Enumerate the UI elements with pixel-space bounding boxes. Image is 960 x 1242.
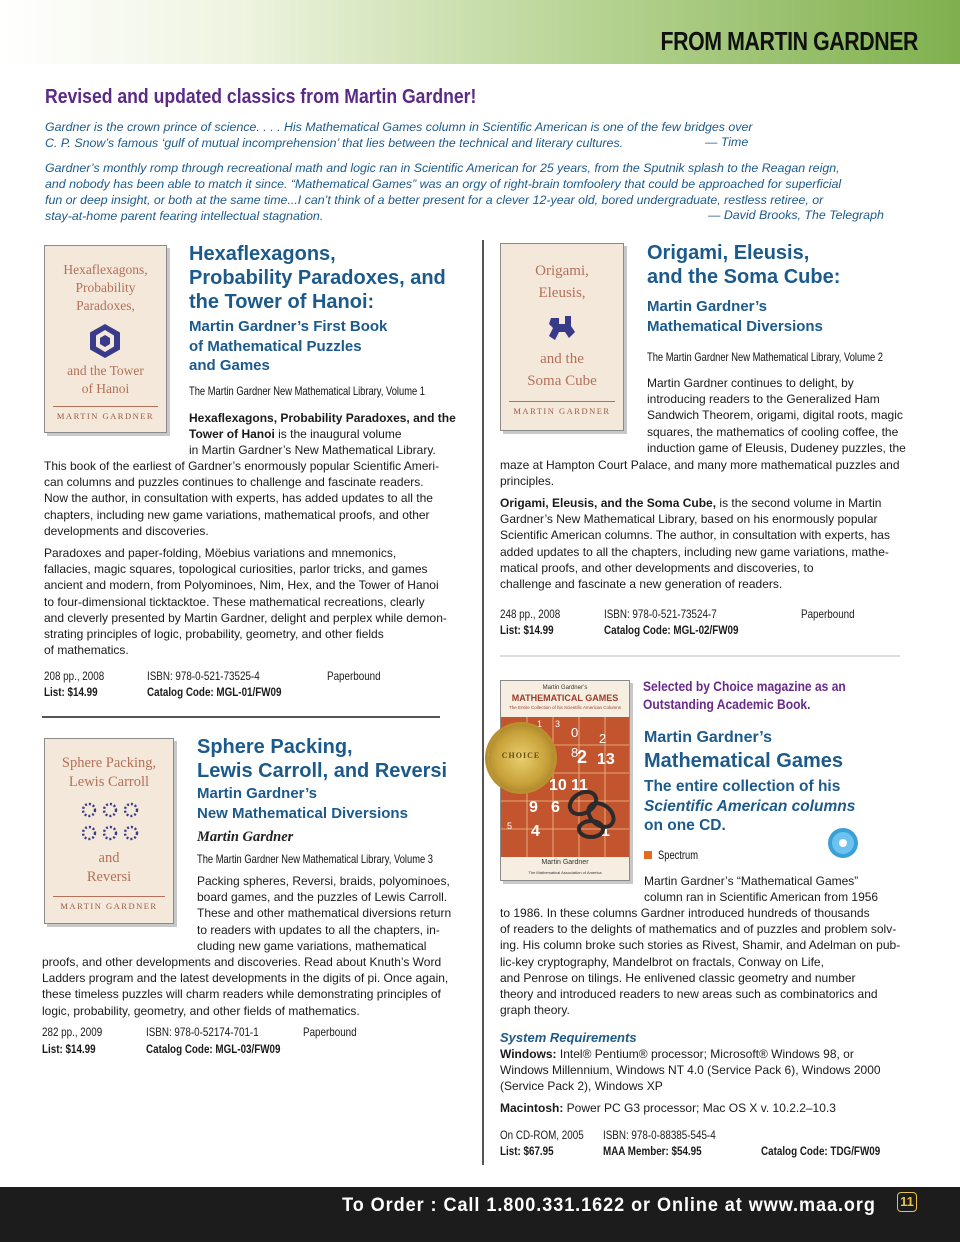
book3-series: The Martin Gardner New Mathematical Library, Volume 3: [197, 852, 434, 866]
title-line: Sphere Packing,: [197, 736, 353, 758]
desc-line: and cleverly presented by Martin Gardner, delight and perplex while demon-: [44, 610, 447, 625]
book3-author: Martin Gardner: [197, 829, 294, 845]
cover-rule: [53, 406, 158, 407]
desc-line: Martin Gardner’s “Mathematical Games”: [644, 874, 859, 888]
page-headline: Revised and updated classics from Martin Gardner!: [45, 86, 477, 108]
desc-line: Martin Gardner continues to delight, by: [647, 376, 854, 390]
cover-title-line: Soma Cube: [527, 373, 597, 389]
book3-description: [42, 954, 467, 1019]
req-line: Windows Millennium, Windows NT 4.0 (Service Pack 6), Windows 2000: [500, 1063, 881, 1078]
grid-number: 13: [597, 751, 615, 768]
title-line: the Tower of Hanoi:: [189, 291, 375, 313]
cover-author: MARTIN GARDNER: [56, 411, 155, 421]
quote-line: Gardner is the crown prince of science. . . . His Mathematical Games column in Scientific American is one of the few bridges over: [45, 120, 753, 134]
desc-line: induction game of Eleusis, Dudeney puzzles, the: [647, 440, 906, 455]
desc-line: can columns and puzzles continues to challenge and fascinate readers.: [44, 475, 424, 490]
cover-author: MARTIN GARDNER: [60, 901, 158, 911]
desc-line: squares, the mathematics of cooling coffee, the: [647, 424, 899, 439]
grid-number: 3: [555, 719, 561, 729]
book1-title: [189, 242, 446, 314]
desc-line: added updates to all the chapters, including new game variations, mathe-: [500, 544, 889, 559]
grid-number: 2: [599, 731, 607, 746]
choice-award-note: [643, 677, 846, 713]
desc-line: in Martin Gardner’s New Mathematical Library.: [189, 443, 436, 458]
desc-line: Ladders program and the latest developments in the digits of pi. Once again,: [42, 971, 449, 986]
spectrum-bullet-icon: [644, 851, 652, 859]
quote-attribution: — David Brooks, The Telegraph: [708, 208, 884, 222]
book2-isbn: ISBN: 978-0-521-73524-7: [604, 607, 717, 621]
subtitle-line: New Mathematical Diversions: [197, 804, 408, 822]
book2-binding: Paperbound: [801, 607, 855, 621]
desc-line: fallacies, magic squares, topological curiosities, parlor tricks, and games: [44, 562, 428, 577]
desc-line: board games, and the puzzles of Lewis Carroll.: [197, 890, 448, 905]
spectrum-label: Spectrum: [658, 848, 699, 862]
section-banner: FROM MARTIN GARDNER: [660, 26, 918, 56]
desc-line: to 1986. In these columns Gardner introduced hundreds of thousands: [500, 906, 870, 920]
desc-line: cluding new game variations, mathematical: [197, 938, 427, 953]
desc-bold: Hexaflexagons, Probability Paradoxes, and the Tower of Hanoi: [189, 411, 456, 442]
cover-author: MARTIN GARDNER: [513, 406, 611, 416]
desc-line: ing. His column broke such stories as Rivest, Shamir, and Adelman on pub-: [500, 938, 901, 953]
book1-isbn: ISBN: 978-0-521-73525-4: [147, 669, 260, 683]
book2-description-intro: [647, 375, 912, 456]
cd-member-price: MAA Member: $54.95: [603, 1144, 702, 1158]
book2-subtitle: [647, 297, 823, 336]
cd-cover-author: Martin Gardner: [541, 859, 589, 866]
section-divider: [42, 716, 440, 718]
book1-catalog: Catalog Code: MGL-01/FW09: [147, 685, 282, 699]
quote-line: and nobody has been able to match it since. “Mathematical Games” was an orgy of right-brain tomfoolery that could be approached for superficial: [45, 177, 842, 191]
order-info-link[interactable]: To Order : Call 1.800.331.1622 or Online at www.maa.org: [342, 1195, 876, 1216]
cover-title-line: Sphere Packing,: [61, 755, 157, 771]
grid-number: 1: [537, 719, 543, 729]
desc-line: logic, probability, geometry, and other fields of mathematics.: [42, 1003, 360, 1018]
book1-description-2: [44, 545, 464, 658]
cd-description-intro: [644, 873, 909, 905]
grid-number: 5: [507, 821, 513, 831]
book-cover-sphere-packing: [44, 738, 174, 924]
desc-line: is the inaugural volume: [274, 427, 402, 442]
desc-line: Sandwich Theorem, origami, digital roots, magic: [647, 408, 903, 423]
book3-subtitle: [197, 784, 408, 823]
desc-line: maze at Hampton Court Palace, and many more mathematical puzzles and: [500, 458, 900, 472]
desc-line: proofs, and other developments and discoveries. Read about Knuth’s Word: [42, 955, 442, 969]
book2-price: List: $14.99: [500, 623, 554, 637]
book2-pages: 248 pp., 2008: [500, 607, 561, 621]
book3-price: List: $14.99: [42, 1042, 96, 1056]
desc-line: introducing readers to the Generalized Ham: [647, 392, 880, 407]
desc-line: is the second volume in Martin: [716, 496, 882, 510]
desc-line: these timeless puzzles will charm readers while demonstrating principles of: [42, 987, 441, 1002]
quote-line: Gardner’s monthly romp through recreational math and logic ran in Scientific American for 25 years, from the Sputnik splash to the Reagan reign,: [45, 161, 840, 175]
book-cover-origami: [500, 243, 624, 431]
book3-description-intro: [197, 873, 462, 954]
quote-attribution: — Time: [705, 135, 749, 149]
book3-binding: Paperbound: [303, 1025, 357, 1039]
sphere-cluster-icon: [79, 799, 141, 845]
soma-figure-icon: [545, 310, 579, 344]
cd-catalog: Catalog Code: TDG/FW09: [761, 1144, 881, 1158]
subtitle-line: Martin Gardner’s: [197, 785, 318, 802]
cover-title-line: Eleusis,: [538, 285, 586, 301]
desc-line: of mathematics.: [44, 643, 129, 658]
subtitle-line: on one CD.: [644, 817, 726, 834]
cd-cover-title: MATHEMATICAL GAMES: [511, 693, 619, 703]
book3-isbn: ISBN: 978-0-52174-701-1: [146, 1025, 259, 1039]
desc-line: Now the author, in consultation with experts, has added updates to all the: [44, 491, 433, 506]
book1-binding: Paperbound: [327, 669, 381, 683]
book1-description: [44, 458, 464, 539]
windows-label: Windows:: [500, 1047, 557, 1061]
desc-line: developments and discoveries.: [44, 523, 209, 538]
cover-title-line: and the Tower: [67, 363, 144, 378]
grid-number: 1: [601, 823, 610, 840]
column-divider: [482, 240, 484, 1165]
cd-description: [500, 905, 912, 1018]
chain-link-icon: [561, 781, 627, 841]
desc-line: of readers to the delights of mathematics and of puzzles and problem solv-: [500, 922, 897, 937]
quote-time: [45, 119, 752, 151]
grid-number: 8: [571, 745, 579, 760]
windows-requirements: [500, 1046, 912, 1095]
book1-description-intro: [189, 410, 464, 459]
desc-line: strating principles of logic, probability, geometry, and other fields: [44, 627, 384, 642]
section-divider: [500, 655, 900, 657]
choice-award-seal: [488, 725, 554, 791]
cover-title-line: Lewis Carroll: [68, 774, 150, 790]
system-requirements-heading: System Requirements: [500, 1030, 637, 1045]
book2-description: [500, 457, 912, 489]
req-line: Power PC G3 processor; Mac OS X v. 10.2.2–10.3: [563, 1101, 836, 1115]
quote-line: C. P. Snow’s famous ‘gulf of mutual incomprehension’ that lies between the technical and literary cultures.: [45, 136, 624, 150]
desc-line: These and other mathematical diversions return: [197, 906, 452, 921]
grid-number: 9: [529, 799, 538, 816]
choice-line: Selected by Choice magazine as an: [643, 678, 846, 694]
desc-line: graph theory.: [500, 1003, 570, 1018]
hexaflexagon-icon: [86, 322, 124, 360]
book1-series: The Martin Gardner New Mathematical Library, Volume 1: [189, 384, 426, 398]
book3-catalog: Catalog Code: MGL-03/FW09: [146, 1042, 281, 1056]
book2-catalog: Catalog Code: MGL-02/FW09: [604, 623, 739, 637]
cd-subtitle: [644, 777, 855, 836]
cd-cover-sub: The Entire Collection of his Scientific American Columns: [508, 705, 622, 710]
title-line: and the Soma Cube:: [647, 266, 841, 288]
title-line: Origami, Eleusis,: [647, 242, 810, 264]
desc-line: matical proofs, and other developments and discoveries, to: [500, 560, 814, 575]
quote-line: stay-at-home parent fearing intellectual stagnation.: [45, 209, 324, 223]
cover-title-line: Paradoxes,: [76, 298, 135, 313]
grid-number: 6: [551, 799, 560, 816]
desc-line: chapters, including new game variations, mathematical proofs, and other: [44, 507, 430, 522]
cover-title-line: Hexaflexagons,: [63, 262, 148, 277]
title-line: Hexaflexagons,: [189, 243, 336, 265]
cd-title-line-2: Mathematical Games: [644, 750, 843, 772]
seal-text: CHOICE: [501, 751, 541, 760]
desc-line: and Penrose on tilings. He enlivened classic geometry and number: [500, 970, 856, 985]
book2-description-2: [500, 495, 912, 592]
subtitle-line: Martin Gardner’s First Book: [189, 318, 388, 335]
cover-title-line: and: [98, 850, 120, 866]
cd-cover-publisher: The Mathematical Association of America: [528, 870, 602, 875]
title-line: Lewis Carroll, and Reversi: [197, 760, 448, 782]
grid-number: 10: [549, 777, 567, 794]
desc-line: Packing spheres, Reversi, braids, polyominoes,: [197, 874, 450, 888]
desc-line: column ran in Scientific American from 1956: [644, 890, 879, 905]
subtitle-line: of Mathematical Puzzles: [189, 337, 362, 355]
subtitle-line: and Games: [189, 357, 270, 374]
desc-line: Scientific American columns. The author, in consultation with experts, has: [500, 528, 890, 543]
cover-title-line: Origami,: [535, 263, 589, 279]
req-line: Intel® Pentium® processor; Microsoft® Windows 98, or: [556, 1047, 854, 1061]
cover-rule: [53, 896, 165, 897]
cd-disc-icon: [826, 826, 860, 860]
grid-number: 2: [577, 747, 588, 767]
page-number: 11: [897, 1192, 917, 1212]
cd-price: List: $67.95: [500, 1144, 554, 1158]
desc-line: lic-key cryptography, Mandelbrot on fractals, Conway on Life,: [500, 954, 824, 969]
quote-line: fun or deep insight, or both at the same time...I can’t think of a better present for a clever 12-year old, bored undergraduate, restless retiree, or: [45, 193, 824, 207]
subtitle-line: Mathematical Diversions: [647, 317, 823, 335]
book-cover-hexaflexagons: [44, 245, 167, 433]
book1-price: List: $14.99: [44, 685, 98, 699]
req-line: (Service Pack 2), Windows XP: [500, 1079, 663, 1094]
book3-pages: 282 pp., 2009: [42, 1025, 103, 1039]
mac-requirements: [500, 1100, 912, 1116]
desc-line: challenge and fascinate a new generation of readers.: [500, 577, 783, 592]
desc-line: Gardner’s New Mathematical Library, based on his enormously popular: [500, 512, 878, 527]
subtitle-line: The entire collection of his: [644, 778, 841, 795]
cover-rule: [509, 401, 615, 402]
cd-format: On CD-ROM, 2005: [500, 1128, 584, 1142]
book1-subtitle: [189, 317, 387, 376]
book2-series: The Martin Gardner New Mathematical Library, Volume 2: [647, 350, 884, 364]
cover-title-line: of Hanoi: [81, 381, 130, 396]
cover-title-line: and the: [540, 351, 584, 367]
desc-line: theory and introduced readers to new areas such as combinatorics and: [500, 987, 878, 1002]
cover-title-line: Reversi: [86, 869, 132, 885]
desc-line: This book of the earliest of Gardner’s enormously popular Scientific Ameri-: [44, 459, 440, 473]
book1-pages: 208 pp., 2008: [44, 669, 105, 683]
title-line: Probability Paradoxes, and: [189, 267, 446, 289]
cover-title-line: Probability: [75, 280, 136, 295]
choice-line: Outstanding Academic Book.: [643, 696, 811, 712]
desc-line: Paradoxes and paper-folding, Möebius variations and mnemonics,: [44, 546, 397, 560]
desc-line: principles.: [500, 474, 555, 489]
grid-number: 11: [571, 777, 588, 794]
cd-isbn: ISBN: 978-0-88385-545-4: [603, 1128, 716, 1142]
book2-title: [647, 241, 840, 289]
grid-number: 4: [531, 823, 540, 840]
grid-number: 0: [571, 725, 579, 740]
subtitle-line: Scientific American columns: [644, 797, 856, 815]
desc-line: ancient and modern, from Polyominoes, Nim, Hex, and the Tower of Hanoi: [44, 578, 439, 593]
desc-bold: Origami, Eleusis, and the Soma Cube,: [500, 496, 717, 510]
subtitle-line: Martin Gardner’s: [647, 298, 768, 315]
desc-line: to four-dimensional ticktacktoe. These mathematical recreations, clearly: [44, 594, 425, 609]
cd-title-line-1: Martin Gardner’s: [644, 729, 773, 746]
book3-title: [197, 735, 447, 783]
cd-cover-top: Martin Gardner’s: [542, 685, 588, 691]
mac-label: Macintosh:: [500, 1101, 564, 1115]
desc-line: to readers with updates to all the chapters, in-: [197, 922, 440, 937]
